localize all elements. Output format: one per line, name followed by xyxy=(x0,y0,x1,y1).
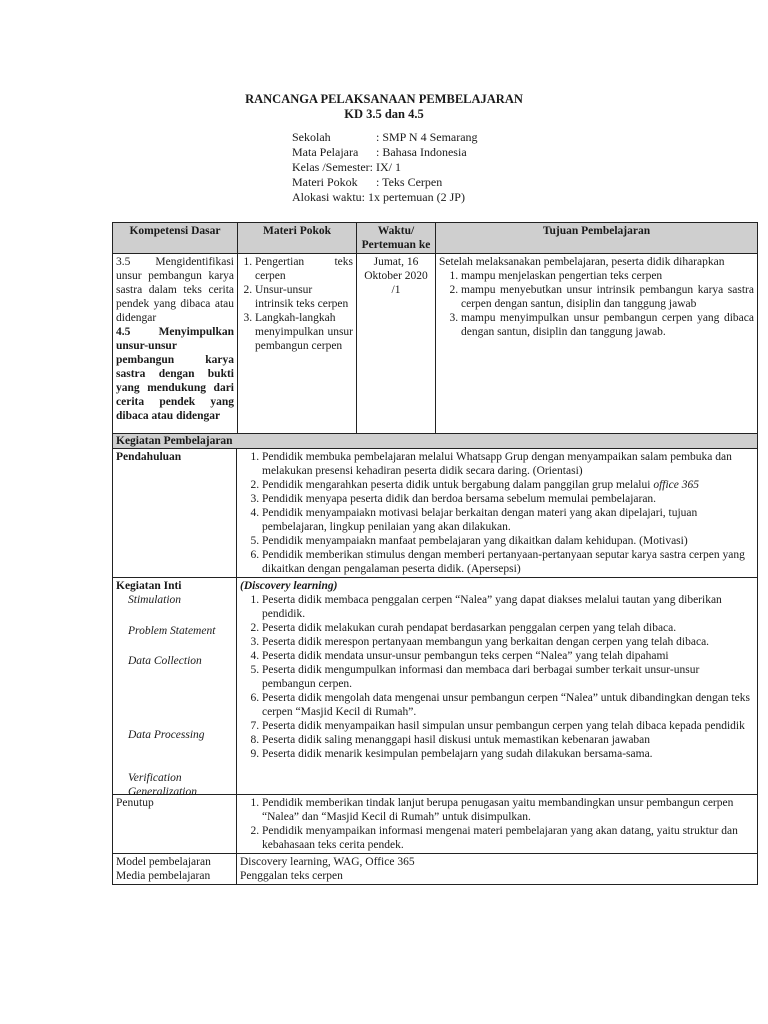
header-tujuan: Tujuan Pembelajaran xyxy=(436,223,758,254)
header-materi: Materi Pokok xyxy=(238,223,357,254)
info-value: : Bahasa Indonesia xyxy=(376,145,467,159)
list-item: 3. Pendidik menyapa peserta didik dan berdoa bersama sebelum memulai pembelajaran. xyxy=(262,492,754,506)
list-item: 6. Peserta didik mengolah data mengenai unsur pembangun cerpen “Nalea” untuk dibandingkan dengan teks cerpen “Masjid Kecil di Rumah”. xyxy=(262,691,754,719)
stage-verification: Verification xyxy=(128,772,182,784)
cell-tujuan xyxy=(436,254,758,435)
list-item: 2. mampu menyebutkan unsur intrinsik pembangun karya sastra cerpen dengan santun, disiplin dan tanggung jawab xyxy=(461,283,754,311)
inti-row xyxy=(113,578,758,795)
model-row xyxy=(113,854,758,885)
list-item: 5. Pendidik menyampaiakn manfaat pembelajaran yang dikaitkan dalam kehidupan. (Motivasi) xyxy=(262,534,754,548)
model-label-text: Model pembelajaran xyxy=(116,856,211,868)
inti-label: Kegiatan Inti xyxy=(116,580,182,592)
header-waktu: Waktu/ Pertemuan ke xyxy=(357,223,436,254)
stage-stimulation: Stimulation xyxy=(128,594,182,606)
pendahuluan-content xyxy=(237,449,758,578)
stage-data-processing: Data Processing xyxy=(128,729,205,741)
pendahuluan-label: Pendahuluan xyxy=(113,449,237,578)
inti-label-cell xyxy=(113,578,237,798)
list-item-text: Pendidik mengarahkan peserta didik untuk bergabung dalam panggilan grup melalui xyxy=(262,479,651,491)
stage-generalization: Generalization xyxy=(128,786,197,798)
list-item: 2. Pendidik menyampaikan informasi mengenai materi pembelajaran yang akan datang, yaitu struktur dan kebahasaan teks cerita pendek. xyxy=(262,824,754,852)
tujuan-intro: Setelah melaksanakan pembelajaran, peserta didik diharapkan xyxy=(439,256,725,268)
activities-table xyxy=(112,433,758,885)
info-row-school xyxy=(292,130,478,145)
identity-block xyxy=(292,130,478,205)
info-key: Alokasi waktu xyxy=(292,190,362,204)
competency-table xyxy=(112,222,758,435)
competency-table-row xyxy=(113,254,758,435)
info-key: Kelas /Semester xyxy=(292,160,370,174)
penutup-label: Penutup xyxy=(113,795,237,854)
list-item: 1. Pendidik memberikan tindak lanjut berupa penugasan yaitu membandingkan unsur pembangun cerpen “Nalea” dan “Masjid Kecil di Rumah” untuk disimpulkan. xyxy=(262,796,754,824)
list-item: 7. Peserta didik menyampaikan hasil simpulan unsur pembangun cerpen yang telah dibaca kepada pendidik xyxy=(262,719,754,733)
cell-materi xyxy=(238,254,357,435)
tujuan-list xyxy=(439,269,754,339)
list-item: 3. Peserta didik merespon pertanyaan membangun yang berkaitan dengan cerpen yang telah dibaca. xyxy=(262,635,754,649)
media-label-text: Media pembelajaran xyxy=(116,870,211,882)
info-value: : SMP N 4 Semarang xyxy=(376,130,478,144)
list-item: 9. Peserta didik menarik kesimpulan pembelajarn yang sudah dilakukan bersama-sama. xyxy=(262,747,754,761)
stage-problem-statement: Problem Statement xyxy=(128,625,216,637)
activities-header-row xyxy=(113,434,758,449)
info-row-topic xyxy=(292,175,478,190)
inti-model: (Discovery learning) xyxy=(240,580,338,592)
inti-content xyxy=(237,578,758,795)
list-item xyxy=(262,478,754,492)
list-item: 1. Pengertian teks cerpen xyxy=(255,255,353,283)
model-label xyxy=(113,854,237,885)
model-value: Discovery learning, WAG, Office 365 xyxy=(240,856,415,868)
info-key: Mata Pelajara xyxy=(292,145,359,159)
info-row-class xyxy=(292,160,478,175)
cell-kompetensi xyxy=(113,254,238,435)
list-item: 5. Peserta didik mengumpulkan informasi dan membaca dari berbagai sumber terkait unsur-unsur pembangun cerpen. xyxy=(262,663,754,691)
media-value: Penggalan teks cerpen xyxy=(240,870,343,882)
stage-data-collection: Data Collection xyxy=(128,655,202,667)
info-key: Sekolah xyxy=(292,130,331,144)
list-item: 1. Peserta didik membaca penggalan cerpen “Nalea” yang dapat diakses melalui tautan yang diberikan pendidik. xyxy=(262,593,754,621)
activities-header: Kegiatan Pembelajaran xyxy=(113,434,758,449)
list-item: 4. Peserta didik mendata unsur-unsur pembangun teks cerpen “Nalea” yang telah dipahami xyxy=(262,649,754,663)
document-title: RANCANGA PELAKSANAAN PEMBELAJARAN xyxy=(245,92,523,106)
list-item: 2. Unsur-unsur intrinsik teks cerpen xyxy=(255,283,353,311)
pendahuluan-list xyxy=(240,450,754,576)
info-value: : IX/ 1 xyxy=(369,160,401,174)
model-content xyxy=(237,854,758,885)
penutup-row xyxy=(113,795,758,854)
pendahuluan-row xyxy=(113,449,758,578)
penutup-content xyxy=(237,795,758,854)
list-item: 1. mampu menjelaskan pengertian teks cerpen xyxy=(461,269,754,283)
header-kompetensi: Kompetensi Dasar xyxy=(113,223,238,254)
inti-list xyxy=(240,593,754,761)
kd-4-5: 4.5 Menyimpulkan unsur-unsur pembangun karya sastra dengan bukti yang mendukung dari cerita pendek yang dibaca atau didengar xyxy=(116,326,234,422)
info-row-subject xyxy=(292,145,478,160)
info-value: : 1x pertemuan (2 JP) xyxy=(361,190,465,204)
document-subtitle: KD 3.5 dan 4.5 xyxy=(344,107,424,121)
competency-table-header xyxy=(113,223,758,254)
materi-list xyxy=(241,255,353,353)
cell-waktu: Jumat, 16 Oktober 2020 /1 xyxy=(357,254,436,435)
list-item-italic: office 365 xyxy=(653,479,699,491)
inti-stages xyxy=(116,579,233,798)
info-value: : Teks Cerpen xyxy=(376,175,443,189)
list-item: 8. Peserta didik saling menanggapi hasil diskusi untuk memastikan kebenaran jawaban xyxy=(262,733,754,747)
list-item: 6. Pendidik memberikan stimulus dengan memberi pertanyaan-pertanyaan seputar karya sastra cerpen yang dikaitkan dengan pengalaman peserta didik. (Apersepsi) xyxy=(262,548,754,576)
list-item: 1. Pendidik membuka pembelajaran melalui Whatsapp Grup dengan menyampaikan salam pembuka dan melakukan presensi kehadiran peserta didik secara daring. (Orientasi) xyxy=(262,450,754,478)
penutup-list xyxy=(240,796,754,852)
list-item: 4. Pendidik menyampaiakn motivasi belajar berkaitan dengan materi yang akan dipelajari, tujuan pembelajaran, lingkup penilaian yang akan dilakukan. xyxy=(262,506,754,534)
list-item: 3. Langkah-langkah menyimpulkan unsur pembangun cerpen xyxy=(255,311,353,353)
list-item: 2. Peserta didik melakukan curah pendapat berdasarkan penggalan cerpen yang telah dibaca. xyxy=(262,621,754,635)
info-row-time xyxy=(292,190,478,205)
kd-3-5: 3.5 Mengidentifikasi unsur pembangun karya sastra dalam teks cerita pendek yang dibaca atau didengar xyxy=(116,256,234,324)
info-key: Materi Pokok xyxy=(292,175,358,189)
list-item: 3. mampu menyimpulkan unsur pembangun cerpen yang dibaca dengan santun, disiplin dan tanggung jawab. xyxy=(461,311,754,339)
